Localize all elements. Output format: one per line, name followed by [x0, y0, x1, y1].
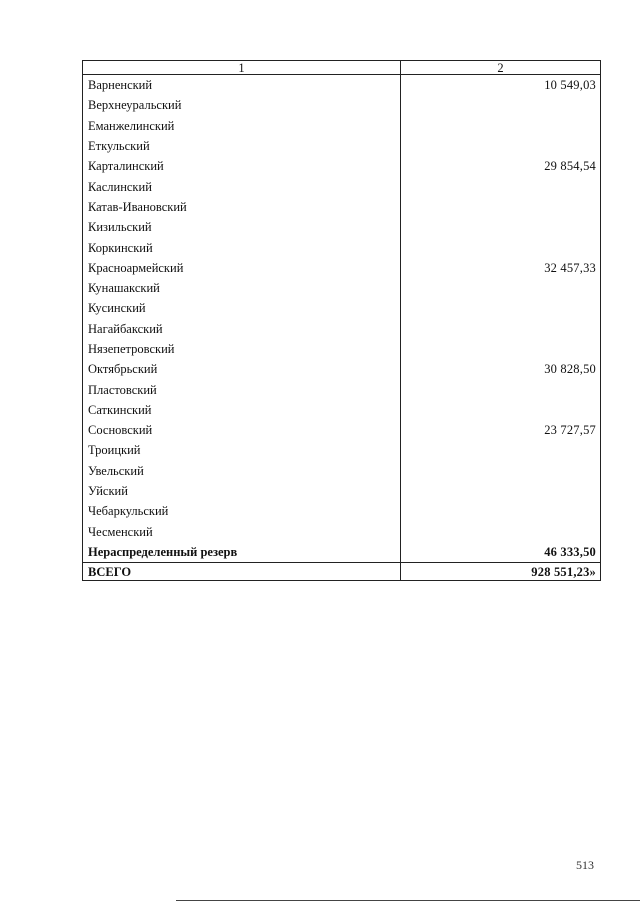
table-row: [83, 258, 601, 278]
allocation-table: [82, 60, 601, 581]
table-row: [83, 176, 601, 196]
district-value: [401, 136, 601, 156]
district-name: Пластовский: [83, 379, 401, 399]
table-row: [83, 197, 601, 217]
table-row: [83, 156, 601, 176]
table-row: [83, 116, 601, 136]
bottom-divider: [176, 900, 640, 901]
district-value: [401, 298, 601, 318]
district-name: Кизильский: [83, 217, 401, 237]
district-value: [401, 278, 601, 298]
district-name: Карталинский: [83, 156, 401, 176]
table-row: [83, 481, 601, 501]
district-name: Нязепетровский: [83, 339, 401, 359]
district-name: Еткульский: [83, 136, 401, 156]
header-row: [83, 61, 601, 75]
table-row: [83, 440, 601, 460]
district-name: Увельский: [83, 461, 401, 481]
district-name: Чебаркульский: [83, 501, 401, 521]
district-value: [401, 237, 601, 257]
district-value: [401, 501, 601, 521]
district-value: [401, 400, 601, 420]
allocation-table-container: [82, 60, 600, 581]
table-row: [83, 298, 601, 318]
district-name: Нагайбакский: [83, 319, 401, 339]
table-row: [83, 95, 601, 115]
reserve-label: Нераспределенный резерв: [83, 542, 401, 563]
district-value: [401, 440, 601, 460]
district-value: [401, 481, 601, 501]
district-name: Верхнеуральский: [83, 95, 401, 115]
reserve-value: 46 333,50: [401, 542, 601, 563]
table-body: [83, 75, 601, 581]
table-row: [83, 136, 601, 156]
district-name: Кусинский: [83, 298, 401, 318]
district-value: [401, 95, 601, 115]
district-name: Троицкий: [83, 440, 401, 460]
district-name: Красноармейский: [83, 258, 401, 278]
district-name: Уйский: [83, 481, 401, 501]
district-value: [401, 461, 601, 481]
column-header-1: 1: [83, 61, 401, 75]
district-value: [401, 319, 601, 339]
table-row: [83, 461, 601, 481]
table-row: [83, 75, 601, 96]
district-name: Коркинский: [83, 237, 401, 257]
table-row: [83, 359, 601, 379]
column-header-2: 2: [401, 61, 601, 75]
page-number: 513: [576, 858, 594, 872]
district-name: Каслинский: [83, 176, 401, 196]
table-row: [83, 420, 601, 440]
district-value: 32 457,33: [401, 258, 601, 278]
district-value: 23 727,57: [401, 420, 601, 440]
district-name: Сосновский: [83, 420, 401, 440]
district-name: Кунашакский: [83, 278, 401, 298]
district-name: Чесменский: [83, 522, 401, 542]
table-row: [83, 339, 601, 359]
district-name: Катав-Ивановский: [83, 197, 401, 217]
total-label: ВСЕГО: [83, 563, 401, 581]
table-row: [83, 379, 601, 399]
table-row: [83, 400, 601, 420]
district-name: Еманжелинский: [83, 116, 401, 136]
district-value: [401, 522, 601, 542]
district-value: [401, 379, 601, 399]
table-row: [83, 278, 601, 298]
district-value: [401, 339, 601, 359]
district-value: [401, 116, 601, 136]
district-value: [401, 176, 601, 196]
total-row: [83, 563, 601, 581]
district-value: 29 854,54: [401, 156, 601, 176]
table-row: [83, 319, 601, 339]
total-value: 928 551,23»: [401, 563, 601, 581]
district-value: 30 828,50: [401, 359, 601, 379]
table-row: [83, 237, 601, 257]
district-value: 10 549,03: [401, 75, 601, 96]
district-value: [401, 197, 601, 217]
table-row: [83, 217, 601, 237]
district-name: Варненский: [83, 75, 401, 96]
district-name: Саткинский: [83, 400, 401, 420]
reserve-row: [83, 542, 601, 563]
table-row: [83, 522, 601, 542]
district-name: Октябрьский: [83, 359, 401, 379]
table-row: [83, 501, 601, 521]
district-value: [401, 217, 601, 237]
